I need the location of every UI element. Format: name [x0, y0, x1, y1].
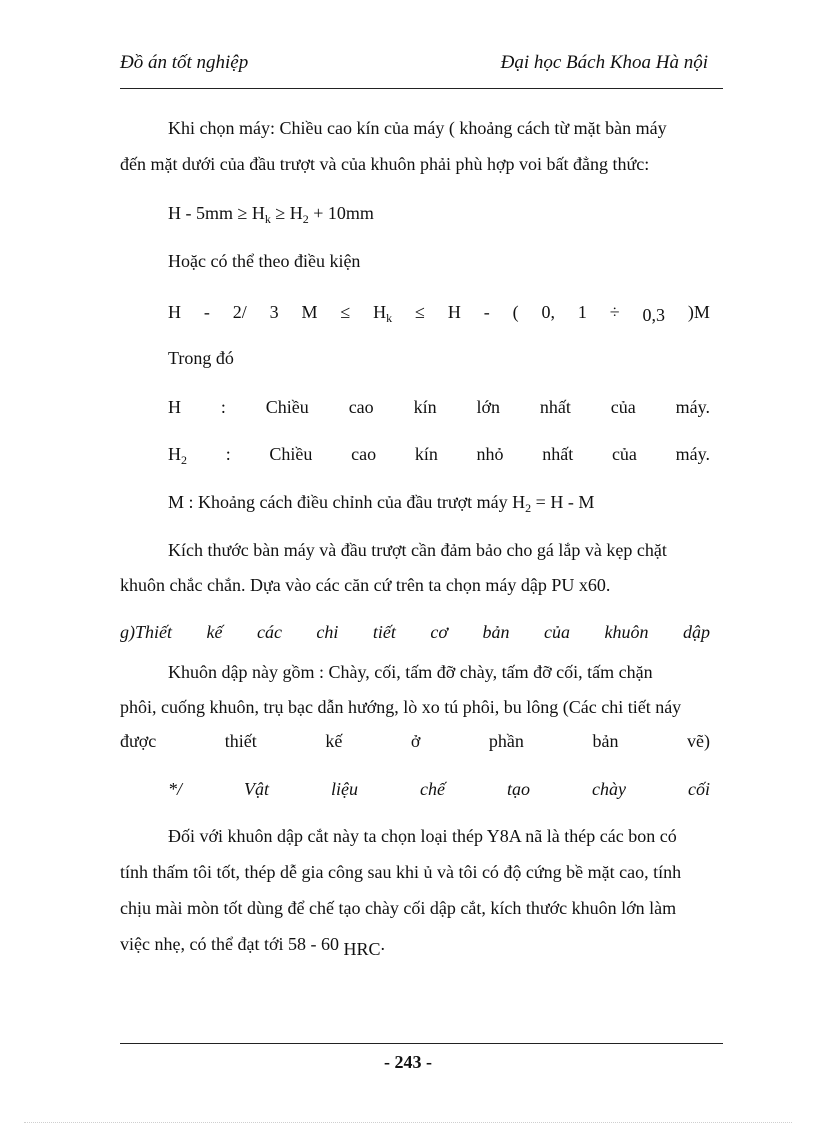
header-right: Đại học Bách Khoa Hà nội — [500, 52, 708, 73]
p1-line1: Khi chọn máy: Chiều cao kín của máy ( khoảng cách từ mặt bàn máy — [168, 118, 667, 138]
p4-line1: Khuôn dập này gồm : Chày, cối, tấm đỡ chày, tấm đỡ cối, tấm chặn — [168, 662, 653, 682]
section-heading-material: */ Vật liệu chế tạo chày cối — [168, 779, 710, 799]
p5-line4: việc nhẹ, có thể đạt tới 58 - 60 HRC. — [120, 934, 385, 959]
formula-1: $H - 5mm \ge H_k \ge H_2 + 10mm$ — [168, 203, 374, 226]
p5-line1: Đối với khuôn dập cắt này ta chọn loại thép Y8A nã là thép các bon có — [168, 826, 677, 846]
p3-line1: Kích thước bàn máy và đầu trượt cần đảm bảo cho gá lắp và kẹp chặt — [168, 540, 667, 560]
section-heading-g: g)Thiết kế các chi tiết cơ bản của khuôn dập — [120, 622, 710, 642]
header-left: Đồ án tốt nghiệp — [120, 52, 249, 73]
footer-rule — [120, 1043, 723, 1044]
header-rule — [120, 88, 723, 89]
def-m: M : Khoảng cách điều chỉnh của đầu trượt máy $H_2 = H - M$ — [168, 492, 595, 515]
def-h2: $H_2$ : Chiều cao kín nhỏ nhất của máy. — [168, 444, 710, 467]
def-h: H : Chiều cao kín lớn nhất của máy. — [168, 397, 710, 417]
p5-line2: tính thấm tôi tốt, thép dễ gia công sau khi ủ và tôi có độ cứng bề mặt cao, tính — [120, 862, 682, 882]
formula-2: H - 2/ 3 M ≤ $H_k$ ≤ H - ( 0, 1 ÷ 0,3 )M — [168, 302, 710, 325]
p1-line2: đến mặt dưới của đầu trượt và của khuôn phải phù hợp voi bất đẳng thức: — [120, 154, 650, 174]
page-number: - 243 - — [384, 1052, 432, 1072]
p5-line3: chịu mài mòn tốt dùng để chế tạo chày cối dập cắt, kích thước khuôn lớn làm — [120, 898, 677, 918]
p4-line3: được thiết kế ở phần bản vẽ) — [120, 731, 710, 751]
p3-line2: khuôn chắc chắn. Dựa vào các căn cứ trên ta chọn máy dập PU x60. — [120, 575, 611, 595]
condition-text: Hoặc có thể theo điều kiện — [168, 251, 361, 271]
trong-do: Trong đó — [168, 348, 234, 368]
p4-line2: phôi, cuống khuôn, trụ bạc dẫn hướng, lò xo tú phôi, bu lông (Các chi tiết náy — [120, 697, 682, 717]
